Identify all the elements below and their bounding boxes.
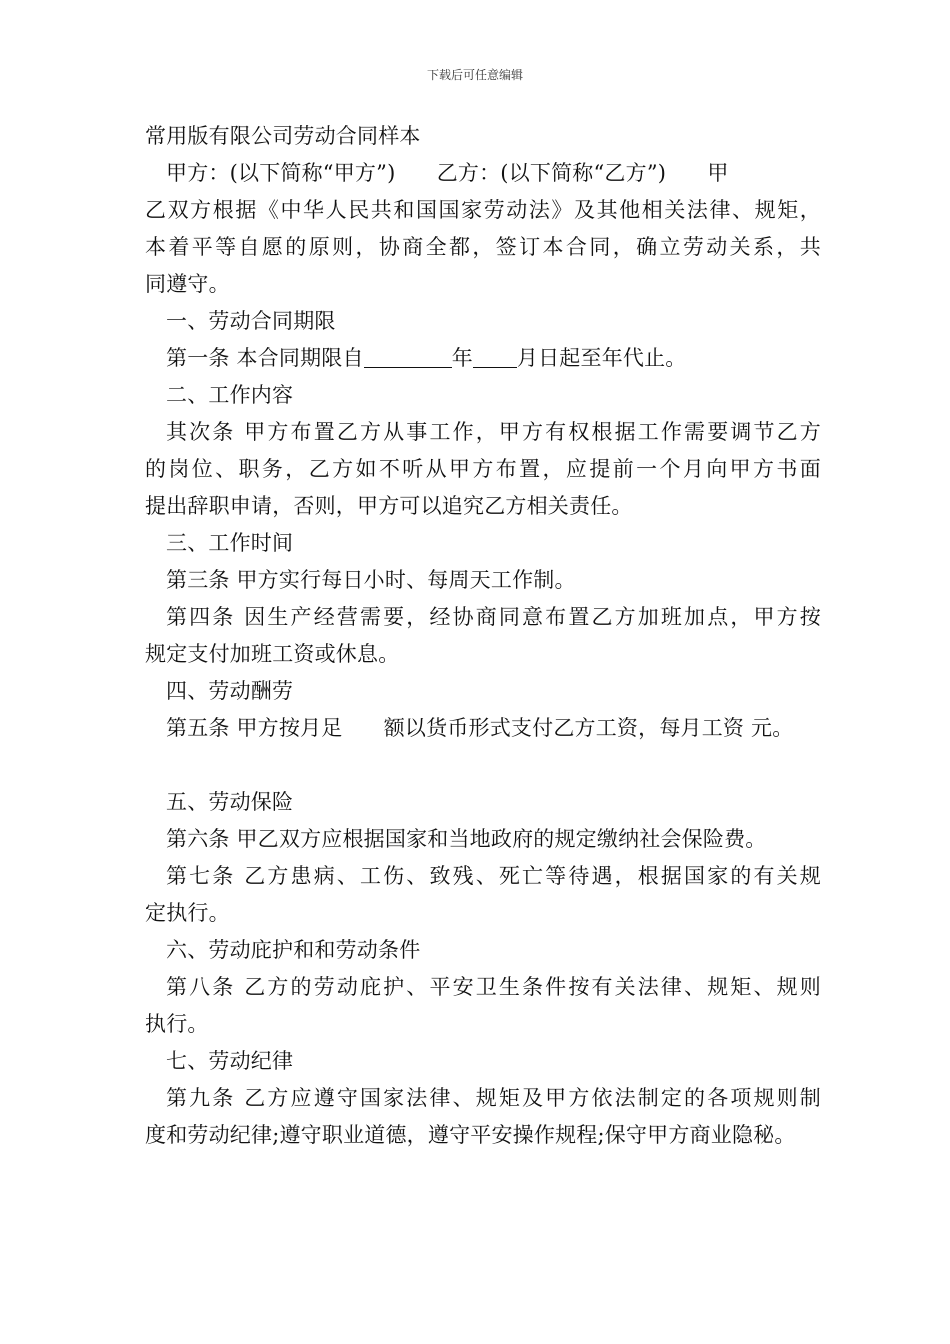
paragraph-line: 甲方：(以下简称“甲方”) 乙方：(以下简称“乙方”) 甲 [166, 161, 729, 185]
blank-underline [473, 345, 517, 368]
section-heading: 六、劳动庇护和和劳动条件 [166, 938, 421, 962]
clause-line: 第四条 因生产经营需要，经协商同意布置乙方加班加点，甲方按 [166, 605, 821, 629]
clause-line: 第七条 乙方患病、工伤、致残、死亡等待遇，根据国家的有关规 [166, 864, 821, 888]
blank-line [145, 747, 821, 784]
contract-body [145, 118, 821, 1154]
clause-line: 第五条 甲方按月足 额以货币形式支付乙方工资，每月工资 元。 [166, 716, 794, 740]
clause-line: 执行。 [145, 1012, 209, 1036]
blank-underline [364, 345, 452, 368]
clause-text: 年 [451, 346, 473, 370]
clause-line: 定执行。 [145, 901, 230, 925]
clause-line: 第六条 甲乙双方应根据国家和当地政府的规定缴纳社会保险费。 [166, 827, 767, 851]
clause-line: 的岗位、职务，乙方如不听从甲方布置，应提前一个月向甲方书面 [145, 457, 821, 481]
clause-line: 提出辞职申请，否则，甲方可以追究乙方相关责任。 [145, 494, 633, 518]
section-heading: 一、劳动合同期限 [166, 309, 336, 333]
section-heading: 五、劳动保险 [166, 790, 294, 814]
paragraph-line: 同遵守。 [145, 272, 230, 296]
section-heading: 七、劳动纪律 [166, 1049, 294, 1073]
clause-line: 规定支付加班工资或休息。 [145, 642, 400, 666]
clause-line: 度和劳动纪律;遵守职业道德，遵守平安操作规程;保守甲方商业隐秘。 [145, 1123, 796, 1147]
section-heading: 四、劳动酬劳 [166, 679, 294, 703]
header-note: 下载后可任意编辑 [426, 68, 523, 82]
clause-line: 第九条 乙方应遵守国家法律、规矩及甲方依法制定的各项规则制 [166, 1086, 821, 1110]
paragraph-line: 本着平等自愿的原则，协商全都，签订本合同，确立劳动关系，共 [145, 235, 821, 259]
paragraph-line: 乙双方根据《中华人民共和国国家劳动法》及其他相关法律、规矩， [145, 198, 821, 222]
clause-line [145, 340, 821, 377]
clause-line: 其次条 甲方布置乙方从事工作，甲方有权根据工作需要调节乙方 [166, 420, 821, 444]
clause-text: 月日起至年代止。 [516, 346, 687, 370]
clause-line: 第三条 甲方实行每日小时、每周天工作制。 [166, 568, 576, 592]
clause-text: 第一条 本合同期限自 [166, 346, 364, 370]
section-heading: 三、工作时间 [166, 531, 294, 555]
section-heading: 二、工作内容 [166, 383, 294, 407]
document-title: 常用版有限公司劳动合同样本 [145, 124, 421, 148]
clause-line: 第八条 乙方的劳动庇护、平安卫生条件按有关法律、规矩、规则 [166, 975, 821, 999]
